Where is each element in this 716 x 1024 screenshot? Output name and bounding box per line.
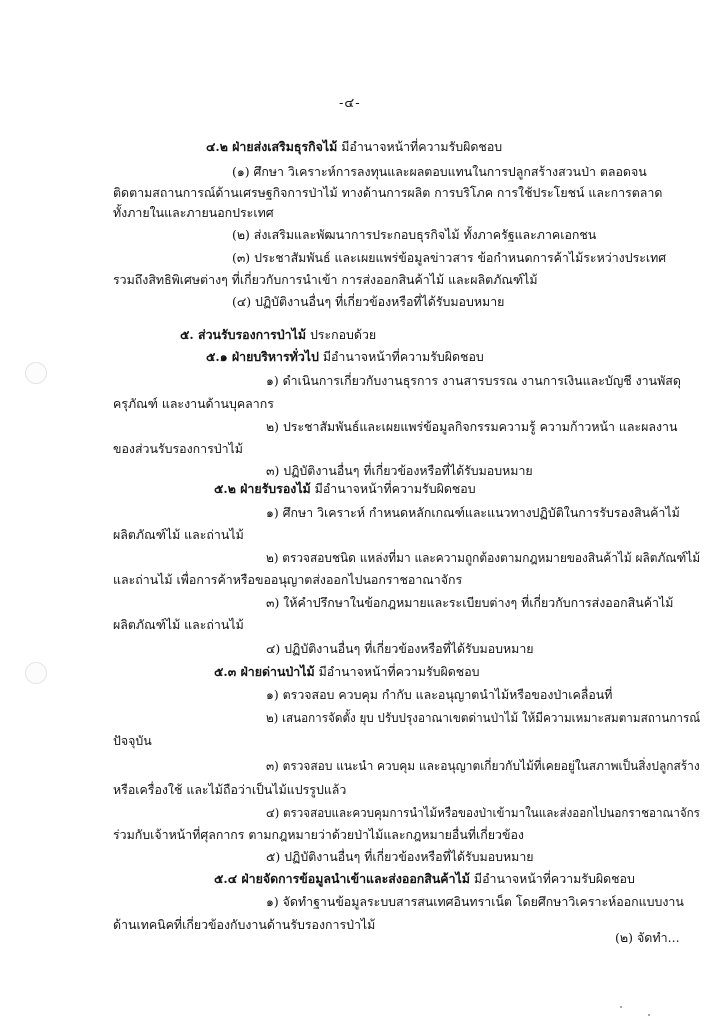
section-5-3-item-2-line-2: ปัจจุบัน xyxy=(113,733,152,748)
section-5-1-item-1-line-2: ครุภัณฑ์ และงานด้านบุคลากร xyxy=(113,396,274,411)
section-5-2-item-2-line-2: และถ่านไม้ เพื่อการค้าหรือขออนุญาตส่งออกไปนอกราชอาณาจักร xyxy=(113,572,463,587)
section-4-2-item-3-line-1: (๓) ประชาสัมพันธ์ และเผยแพร่ข้อมูลข่าวสาร ข้อกำหนดการค้าไม้ระหว่างประเทศ xyxy=(232,250,667,265)
section-5-3-item-3-line-2: หรือเครื่องใช้ และไม้ถือว่าเป็นไม้แปรรูปแล้ว xyxy=(113,782,347,797)
section-4-2-item-3-line-2: รวมถึงสิทธิพิเศษต่างๆ ที่เกี่ยวกับการนำเข้า การส่งออกสินค้าไม้ และผลิตภัณฑ์ไม้ xyxy=(113,272,538,287)
page-number: -๔- xyxy=(339,96,361,111)
section-5-1-item-3: ๓) ปฏิบัติงานอื่นๆ ที่เกี่ยวข้องหรือที่ได้รับมอบหมาย xyxy=(266,463,533,478)
section-5-3-item-4-line-2: ร่วมกับเจ้าหน้าที่ศุลกากร ตามกฎหมายว่าด้วยป่าไม้และกฎหมายอื่นที่เกี่ยวข้อง xyxy=(113,827,524,842)
section-5-2-item-2-line-1: ๒) ตรวจสอบชนิด แหล่งที่มา และความถูกต้องตามกฎหมายของสินค้าไม้ ผลิตภัณฑ์ไม้ xyxy=(266,550,701,565)
section-5-title: ๕. ส่วนรับรองการป่าไม้ xyxy=(180,327,306,342)
section-5-2-item-1-line-2: ผลิตภัณฑ์ไม้ และถ่านไม้ xyxy=(113,527,244,542)
section-5-4-item-1-line-2: ด้านเทคนิคที่เกี่ยวข้องกับงานด้านรับรองการป่าไม้ xyxy=(113,917,376,932)
section-5-1-item-1-line-1: ๑) ดำเนินการเกี่ยวกับงานธุรการ งานสารบรรณ งานการเงินและบัญชี งานพัสดุ xyxy=(266,373,681,388)
section-5-2-heading xyxy=(214,480,476,498)
section-5-1-item-2-line-2: ของส่วนรับรองการป่าไม้ xyxy=(113,441,243,456)
section-5-2-item-3-line-2: ผลิตภัณฑ์ไม้ และถ่านไม้ xyxy=(113,617,244,632)
continuation-note: (๒) จัดทำ... xyxy=(615,930,680,945)
section-5-3-item-2-line-1: ๒) เสนอการจัดตั้ง ยุบ ปรับปรุงอาณาเขตด่านป่าไม้ ให้มีความเหมาะสมตามสถานการณ์ xyxy=(266,710,701,725)
section-5-2-title: ๕.๒ ฝ่ายรับรองไม้ xyxy=(214,481,311,496)
section-5-3-item-3-line-1: ๓) ตรวจสอบ แนะนำ ควบคุม และอนุญาตเกี่ยวกับไม้ที่เคยอยู่ในสภาพเป็นสิ่งปลูกสร้าง xyxy=(266,758,700,773)
section-4-2-title-rest: มีอำนาจหน้าที่ความรับผิดชอบ xyxy=(337,139,503,154)
section-5-heading xyxy=(180,326,376,344)
section-4-2-title: ๔.๒ ฝ่ายส่งเสริมธุรกิจไม้ xyxy=(206,139,338,154)
section-5-3-item-1: ๑) ตรวจสอบ ควบคุม กำกับ และอนุญาตนำไม้หรือของป่าเคลื่อนที่ xyxy=(266,687,613,702)
section-5-3-title-rest: มีอำนาจหน้าที่ความรับผิดชอบ xyxy=(314,664,480,679)
punch-hole-top xyxy=(25,362,47,384)
section-5-1-item-2-line-1: ๒) ประชาสัมพันธ์และเผยแพร่ข้อมูลกิจกรรมความรู้ ความก้าวหน้า และผลงาน xyxy=(266,419,678,434)
section-4-2-item-1-line-3: ทั้งภายในและภายนอกประเทศ xyxy=(113,205,274,220)
section-5-1-title-rest: มีอำนาจหน้าที่ความรับผิดชอบ xyxy=(318,349,484,364)
section-5-4-item-1-line-1: ๑) จัดทำฐานข้อมูลระบบสารสนเทศอินทราเน็ต โดยศึกษาวิเคราะห์ออกแบบงาน xyxy=(266,894,684,909)
section-5-3-item-5: ๕) ปฏิบัติงานอื่นๆ ที่เกี่ยวข้องหรือที่ได้รับมอบหมาย xyxy=(266,849,534,864)
section-5-3-title: ๕.๓ ฝ่ายด่านป่าไม้ xyxy=(214,664,315,679)
section-4-2-item-1-line-2: ติดตามสถานการณ์ด้านเศรษฐกิจการป่าไม้ ทางด้านการผลิต การบริโภค การใช้ประโยชน์ และการตลาด xyxy=(113,185,663,200)
section-5-2-item-4: ๔) ปฏิบัติงานอื่นๆ ที่เกี่ยวข้องหรือที่ได้รับมอบหมาย xyxy=(266,641,534,656)
section-5-4-title: ๕.๔ ฝ่ายจัดการข้อมูลนำเข้าและส่งออกสินค้าไม้ xyxy=(214,871,470,886)
section-5-2-item-3-line-1: ๓) ให้คำปรึกษาในข้อกฎหมายและระเบียบต่างๆ ที่เกี่ยวกับการส่งออกสินค้าไม้ xyxy=(266,595,674,610)
section-5-3-heading xyxy=(214,663,480,681)
scan-speck xyxy=(620,1006,622,1008)
section-4-2-item-4: (๔) ปฏิบัติงานอื่นๆ ที่เกี่ยวข้องหรือที่ได้รับมอบหมาย xyxy=(232,294,505,309)
scan-speck xyxy=(648,1014,650,1016)
section-5-title-rest: ประกอบด้วย xyxy=(306,327,377,342)
section-4-2-item-2: (๒) ส่งเสริมและพัฒนาการประกอบธุรกิจไม้ ทั้งภาครัฐและภาคเอกชน xyxy=(232,227,597,242)
section-4-2-item-1-line-1: (๑) ศึกษา วิเคราะห์การลงทุนและผลตอบแทนในการปลูกสร้างสวนป่า ตลอดจน xyxy=(232,164,647,179)
punch-hole-bottom xyxy=(25,662,47,684)
section-5-1-title: ๕.๑ ฝ่ายบริหารทั่วไป xyxy=(206,349,319,364)
section-5-2-title-rest: มีอำนาจหน้าที่ความรับผิดชอบ xyxy=(310,481,476,496)
section-5-4-title-rest: มีอำนาจหน้าที่ความรับผิดชอบ xyxy=(469,871,635,886)
section-5-1-heading xyxy=(206,348,484,366)
section-5-3-item-4-line-1: ๔) ตรวจสอบและควบคุมการนำไม้หรือของป่าเข้ามาในและส่งออกไปนอกราชอาณาจักร xyxy=(266,805,700,820)
section-5-4-heading xyxy=(214,870,635,888)
section-5-2-item-1-line-1: ๑) ศึกษา วิเคราะห์ กำหนดหลักเกณฑ์และแนวทางปฏิบัติในการรับรองสินค้าไม้ xyxy=(266,505,680,520)
section-4-2-heading xyxy=(206,138,502,156)
